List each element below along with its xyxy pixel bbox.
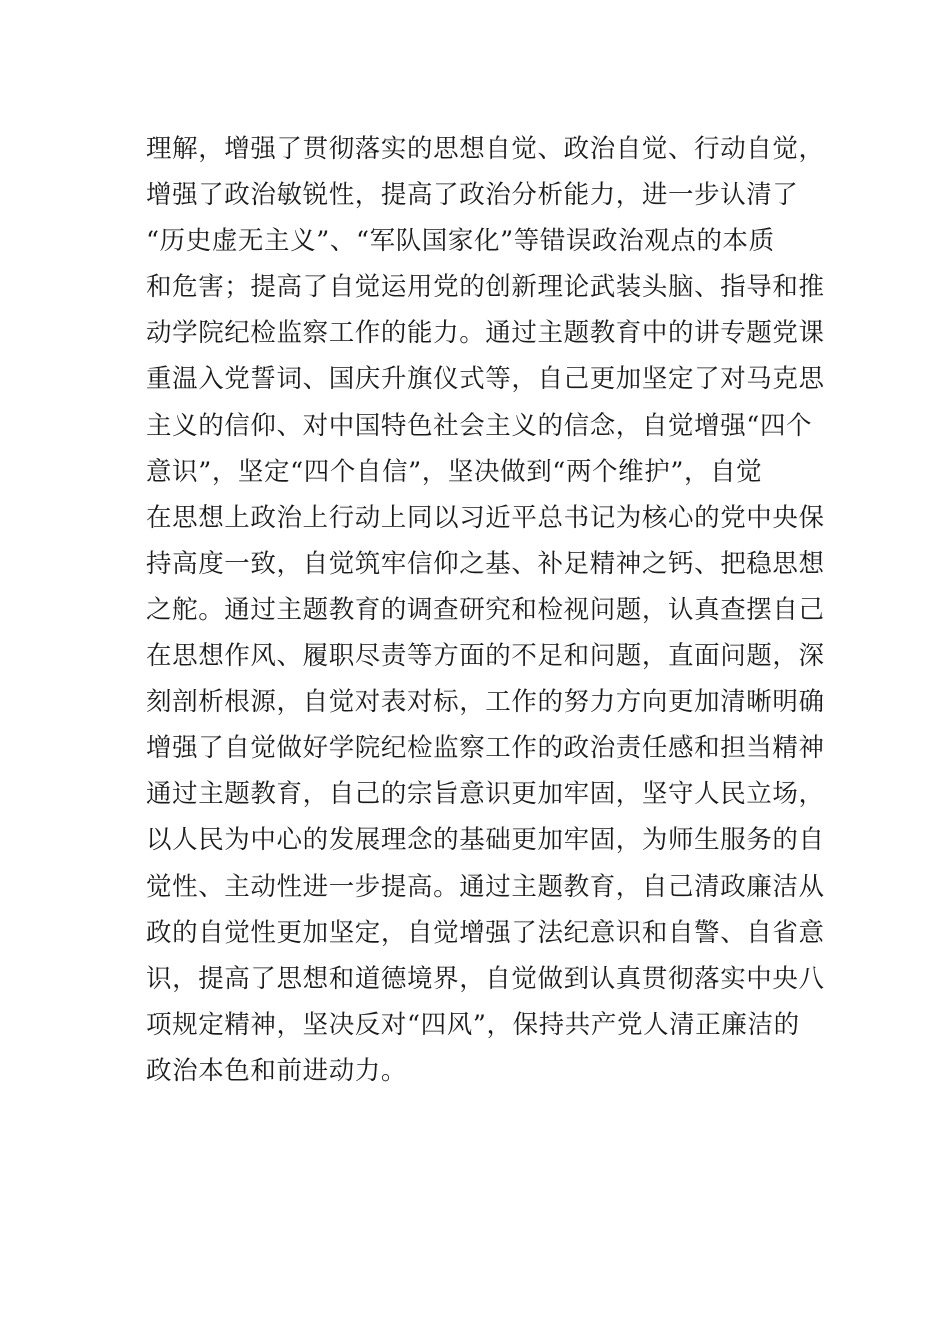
text-line: 项规定精神，坚决反对“四风”，保持共产党人清正廉洁的 (146, 1009, 800, 1040)
text-line: 增强了自觉做好学院纪检监察工作的政治责任感和担当精神 (146, 733, 825, 764)
text-line: 重温入党誓词、国庆升旗仪式等，自己更加坚定了对马克思 (146, 364, 825, 395)
text-line: 在思想上政治上行动上同以习近平总书记为核心的党中央保 (146, 502, 825, 533)
text-line: 觉性、主动性进一步提高。通过主题教育，自己清政廉洁从 (146, 871, 825, 902)
text-line: 主义的信仰、对中国特色社会主义的信念，自觉增强“四个 (146, 410, 813, 441)
text-line: 意识”，坚定“四个自信”，坚决做到“两个维护”，自觉 (146, 456, 763, 487)
text-line: 和危害；提高了自觉运用党的创新理论武装头脑、指导和推 (146, 272, 825, 303)
text-line: 在思想作风、履职尽责等方面的不足和问题，直面问题，深 (146, 641, 825, 672)
text-line: 以人民为中心的发展理念的基础更加牢固，为师生服务的自 (146, 825, 825, 856)
text-line: 通过主题教育，自己的宗旨意识更加牢固，坚守人民立场， (146, 779, 825, 810)
text-line: 刻剖析根源，自觉对表对标，工作的努力方向更加清晰明确 (146, 687, 825, 718)
text-line: 增强了政治敏锐性，提高了政治分析能力，进一步认清了 (146, 180, 799, 211)
text-line: 之舵。通过主题教育的调查研究和检视问题，认真查摆自己 (146, 594, 825, 625)
text-line: “历史虚无主义”、“军队国家化”等错误政治观点的本质 (146, 226, 775, 257)
text-line: 动学院纪检监察工作的能力。通过主题教育中的讲专题党课 (146, 318, 825, 349)
text-line: 政治本色和前进动力。 (146, 1055, 408, 1086)
text-line: 识，提高了思想和道德境界，自觉做到认真贯彻落实中央八 (146, 963, 825, 994)
body-paragraph (146, 126, 825, 1094)
text-line: 持高度一致，自觉筑牢信仰之基、补足精神之钙、把稳思想 (146, 548, 825, 579)
text-line: 政的自觉性更加坚定，自觉增强了法纪意识和自警、自省意 (146, 917, 825, 948)
text-line: 理解，增强了贯彻落实的思想自觉、政治自觉、行动自觉， (146, 134, 825, 164)
